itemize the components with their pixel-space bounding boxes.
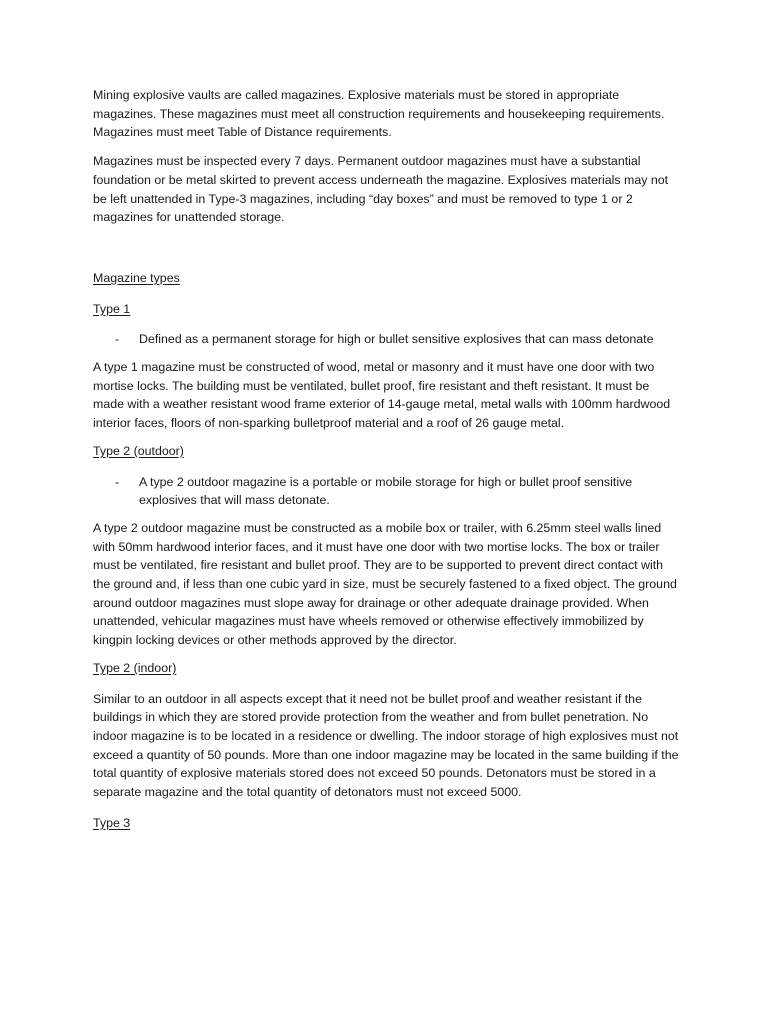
- type2-outdoor-body: A type 2 outdoor magazine must be constructed as a mobile box or trailer, with 6.25mm steel walls lined with 50mm hardwood interior faces, and it must have one door with two mortise locks. The box or trailer must be ventilated, fire resistant and bullet proof. They are to be supported to prevent direct contact with the ground and, if less than one cubic yard in size, must be securely fastened to a fixed object. The ground around outdoor magazines must slope away for drainage or other adequate drainage provided. When unattended, vehicular magazines must have wheels removed or otherwise effectively immobilized by kingpin locking devices or other methods approved by the director.: [93, 520, 677, 648]
- type1-bullet: [93, 330, 683, 349]
- type1-bullet-text: Defined as a permanent storage for high or bullet sensitive explosives that can mass detonate: [139, 332, 654, 347]
- type2-outdoor-bullet-text: A type 2 outdoor magazine is a portable or mobile storage for high or bullet proof sensitive explosives that will mass detonate.: [139, 474, 633, 508]
- section-title: Magazine types: [93, 270, 180, 285]
- type2-outdoor-bullet: [93, 473, 683, 510]
- type2-indoor-heading: Type 2 (indoor): [93, 660, 177, 675]
- type1-heading: Type 1: [93, 301, 131, 316]
- bullet-marker: -: [115, 474, 120, 489]
- intro-paragraph-1: Mining explosive vaults are called magazines. Explosive materials must be stored in appropriate magazines. These magazines must meet all construction requirements and housekeeping requirements. Magazines must meet Table of Distance requirements.: [93, 88, 665, 140]
- document-page: [93, 86, 683, 833]
- type1-body: A type 1 magazine must be constructed of wood, metal or masonry and it must have one door with two mortise locks. The building must be ventilated, bullet proof, fire resistant and theft resistant. It must be made with a weather resistant wood frame exterior of 14-gauge metal, metal walls with 100mm hardwood interior faces, floors of non-sparking bulletproof material and a roof of 26 gauge metal.: [93, 360, 671, 431]
- intro-paragraph-2: Magazines must be inspected every 7 days. Permanent outdoor magazines must have a substantial foundation or be metal skirted to prevent access underneath the magazine. Explosives materials may not be left unattended in Type-3 magazines, including “day boxes” and must be removed to type 1 or 2 magazines for unattended storage.: [93, 154, 669, 225]
- type2-indoor-body: Similar to an outdoor in all aspects except that it need not be bullet proof and weather resistant if the buildings in which they are stored provide protection from the weather and from bullet penetration. No indoor magazine is to be located in a residence or dwelling. The indoor storage of high explosives must not exceed a quantity of 50 pounds. More than one indoor magazine may be located in the same building if the total quantity of explosive materials stored does not exceed 50 pounds. Detonators must be stored in a separate magazine and the total quantity of detonators must not exceed 5000.: [93, 691, 679, 800]
- type2-outdoor-heading: Type 2 (outdoor): [93, 443, 184, 458]
- spacer: [93, 236, 683, 269]
- type3-heading: Type 3: [93, 815, 131, 830]
- bullet-marker: -: [115, 332, 120, 347]
